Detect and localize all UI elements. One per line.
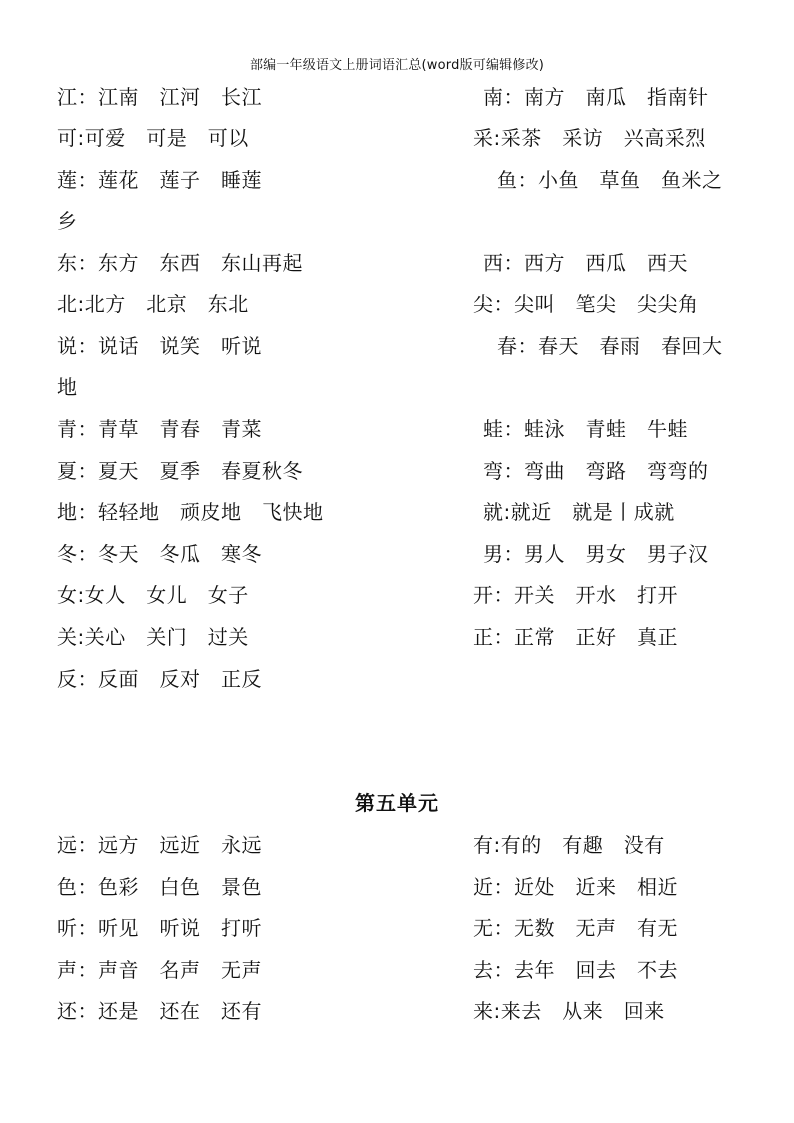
vocab-line-jin: 近：近处 近来 相近 bbox=[473, 875, 678, 899]
vocab-line-yu: 鱼：小鱼 草鱼 鱼米之 bbox=[497, 168, 723, 192]
vocab-line-dong-winter: 冬：冬天 冬瓜 寒冬 bbox=[57, 542, 262, 566]
vocab-line-continuation-xiang: 乡 bbox=[57, 209, 78, 233]
vocab-line-xia: 夏：夏天 夏季 春夏秋冬 bbox=[57, 459, 303, 483]
vocab-line-chun: 春：春天 春雨 春回大 bbox=[497, 334, 723, 358]
vocab-line-continuation-di: 地 bbox=[57, 375, 78, 399]
vocab-line-nan: 南：南方 南瓜 指南针 bbox=[483, 85, 709, 109]
vocab-line-ke: 可:可爱 可是 可以 bbox=[57, 126, 249, 150]
vocab-line-se: 色：色彩 白色 景色 bbox=[57, 875, 262, 899]
vocab-line-guan: 关:关心 关门 过关 bbox=[57, 625, 249, 649]
vocab-line-cai: 采:采茶 采访 兴高采烈 bbox=[473, 126, 706, 150]
vocab-line-wa: 蛙：蛙泳 青蛙 牛蛙 bbox=[483, 417, 688, 441]
vocab-line-lai: 来:来去 从来 回来 bbox=[473, 999, 665, 1023]
vocab-line-jiang: 江：江南 江河 长江 bbox=[57, 85, 262, 109]
vocab-line-dong: 东：东方 东西 东山再起 bbox=[57, 251, 303, 275]
vocab-line-jiu: 就:就近 就是丨成就 bbox=[483, 500, 675, 524]
vocab-line-zheng: 正：正常 正好 真正 bbox=[473, 625, 678, 649]
vocab-line-ting: 听：听见 听说 打听 bbox=[57, 916, 262, 940]
vocab-line-bei: 北:北方 北京 东北 bbox=[57, 292, 249, 316]
page-header: 部编一年级语文上册词语汇总(word版可编辑修改) bbox=[249, 58, 545, 73]
vocab-line-hai: 还：还是 还在 还有 bbox=[57, 999, 262, 1023]
vocab-line-yuan: 远：远方 远近 永远 bbox=[57, 833, 262, 857]
vocab-line-wu: 无：无数 无声 有无 bbox=[473, 916, 678, 940]
vocab-line-xi: 西：西方 西瓜 西天 bbox=[483, 251, 688, 275]
vocab-line-qing: 青：青草 青春 青菜 bbox=[57, 417, 262, 441]
section-title-unit5: 第五单元 bbox=[355, 791, 439, 815]
vocab-line-you: 有:有的 有趣 没有 bbox=[473, 833, 665, 857]
vocab-line-nv: 女:女人 女儿 女子 bbox=[57, 583, 249, 607]
vocab-line-fan: 反：反面 反对 正反 bbox=[57, 667, 262, 691]
vocab-line-nan-male: 男：男人 男女 男子汉 bbox=[483, 542, 709, 566]
vocab-line-wan: 弯：弯曲 弯路 弯弯的 bbox=[483, 459, 709, 483]
vocab-line-jian: 尖：尖叫 笔尖 尖尖角 bbox=[473, 292, 699, 316]
vocab-line-kai: 开：开关 开水 打开 bbox=[473, 583, 678, 607]
vocab-line-sheng: 声：声音 名声 无声 bbox=[57, 958, 262, 982]
vocab-line-qu: 去：去年 回去 不去 bbox=[473, 958, 678, 982]
vocab-line-de: 地：轻轻地 顽皮地 飞快地 bbox=[57, 500, 324, 524]
vocab-line-shuo: 说：说话 说笑 听说 bbox=[57, 334, 262, 358]
vocab-line-lian: 莲：莲花 莲子 睡莲 bbox=[57, 168, 262, 192]
